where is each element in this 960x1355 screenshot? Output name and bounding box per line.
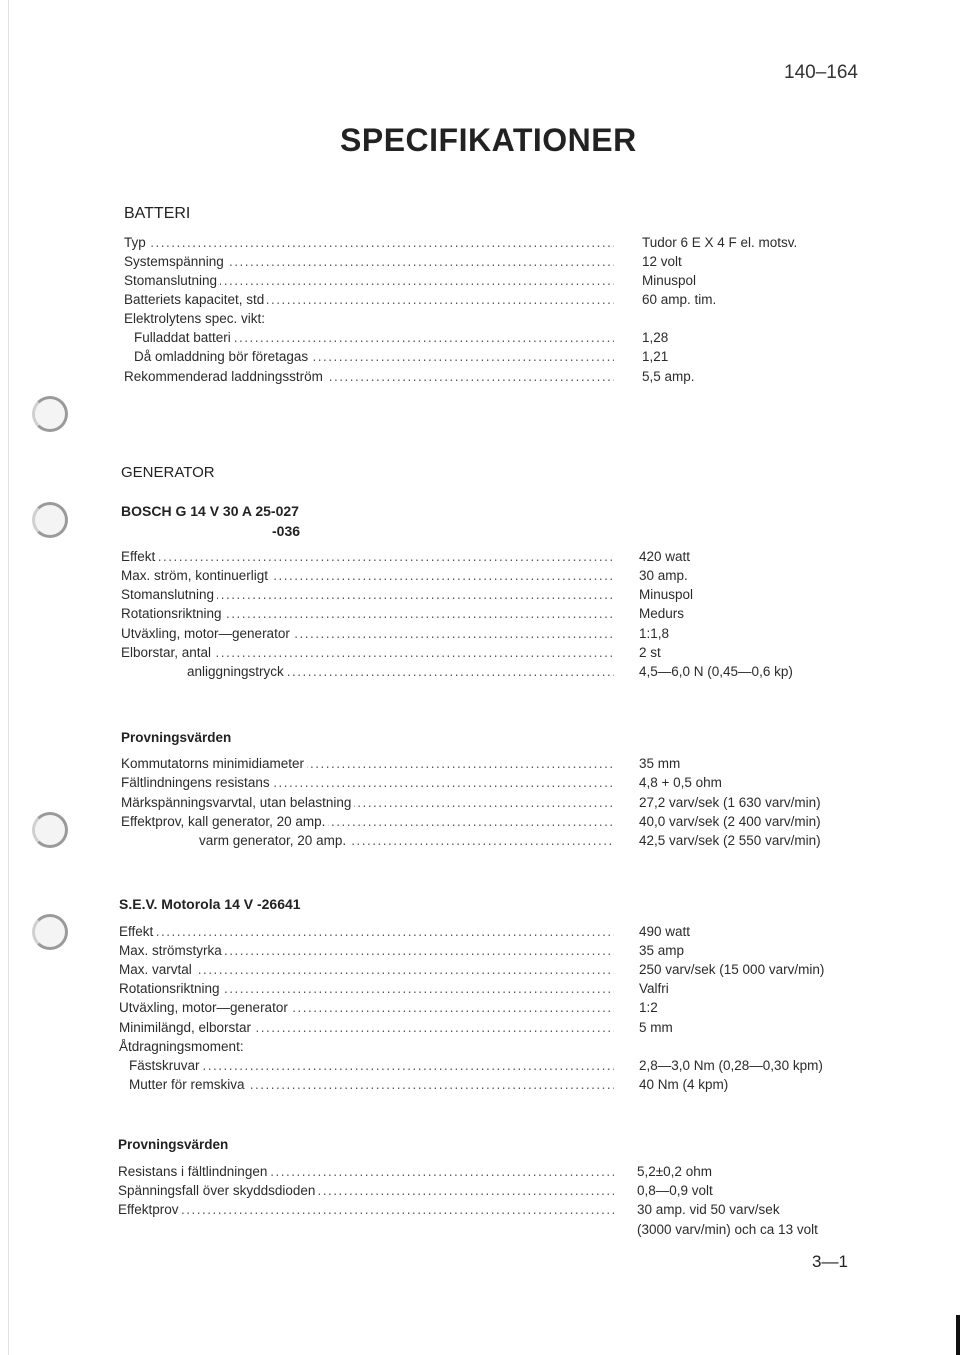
spec-value: Tudor 6 E X 4 F el. motsv. [642,235,798,250]
spec-row [0,328,960,347]
spec-value: Minuspol [642,273,697,288]
spec-label: Rekommenderad laddningsström [124,367,326,386]
spec-value: 4,8 + 0,5 ohm [639,775,722,790]
spec-row [0,252,960,271]
spec-label: Resistans i fältlindningen [118,1162,270,1181]
spec-value: 35 amp [639,943,685,958]
footer-page-number: 3—1 [812,1252,848,1271]
spec-value: 1,28 [642,330,669,345]
spec-row [0,347,960,366]
spec-row [0,773,960,792]
spec-value: 12 volt [642,254,682,269]
spec-value: Valfri [639,981,669,996]
spec-label: Effektprov [118,1200,182,1219]
leader-dots [121,547,614,566]
spec-value: Minuspol [639,587,694,602]
spec-value: 490 watt [639,924,691,939]
spec-label: Minimilängd, elborstar [119,1018,254,1037]
spec-row [0,793,960,812]
spec-value: 30 amp. [639,568,688,583]
spec-label: Då omladdning bör företagas [134,347,311,366]
spec-label: Batteriets kapacitet, std [124,290,267,309]
spec-label: Utväxling, motor—generator [119,998,291,1017]
spec-value: 30 amp. vid 50 varv/sek [637,1202,780,1217]
spec-row [0,998,960,1017]
spec-label: Åtdragningsmoment: [119,1037,247,1056]
spec-value: 27,2 varv/sek (1 630 varv/min) [639,795,821,810]
generator-model: BOSCH G 14 V 30 A 25-027 [121,503,299,519]
spec-row [0,1075,960,1094]
spec-label: Systemspänning [124,252,227,271]
spec-value: 1:2 [639,1000,658,1015]
spec-row [0,604,960,623]
spec-row [0,662,960,681]
spec-label: Fulladdat batteri [134,328,234,347]
provning-heading-sev: Provningsvärden [118,1137,229,1152]
spec-row [0,1181,960,1200]
spec-row [0,941,960,960]
section-heading-batteri: BATTERI [124,205,191,222]
spec-value: 420 watt [639,549,691,564]
spec-row [0,290,960,309]
spec-row [0,1018,960,1037]
spec-label: Rotationsriktning [121,604,225,623]
spec-label: Stomanslutning [121,585,217,604]
spec-label: Elborstar, antal [121,643,214,662]
spec-row [0,367,960,386]
spec-label: Märkspänningsvarvtal, utan belastning [121,793,354,812]
spec-label: Max. ström, kontinuerligt [121,566,271,585]
leader-dots [124,233,614,252]
leader-dots [118,1200,614,1219]
spec-label: Fältlindningens resistans [121,773,273,792]
section-heading-generator: GENERATOR [121,464,215,481]
spec-value: 5,2±0,2 ohm [637,1164,712,1179]
spec-value: 250 varv/sek (15 000 varv/min) [639,962,825,977]
spec-value: 2,8—3,0 Nm (0,28—0,30 kpm) [639,1058,823,1073]
spec-label: Kommutatorns minimidiameter [121,754,307,773]
leader-dots [119,922,614,941]
spec-label: Rotationsriktning [119,979,223,998]
spec-value: 5,5 amp. [642,369,695,384]
spec-row-continuation [0,1220,960,1239]
spec-row [0,1056,960,1075]
spec-row [0,754,960,773]
spec-value: 2 st [639,645,661,660]
spec-value: 60 amp. tim. [642,292,717,307]
spec-value: 4,5—6,0 N (0,45—0,6 kp) [639,664,793,679]
spec-row [0,624,960,643]
spec-row [0,309,960,328]
punch-hole [32,502,68,538]
spec-row [0,831,960,850]
spec-row [0,922,960,941]
spec-value: Medurs [639,606,685,621]
spec-row [0,1200,960,1219]
spec-row [0,1162,960,1181]
spec-row [0,643,960,662]
spec-row [0,233,960,252]
spec-row [0,1037,960,1056]
spec-row [0,960,960,979]
spec-row [0,812,960,831]
spec-label: Effekt [119,922,156,941]
spec-label: Effekt [121,547,158,566]
spec-label: Utväxling, motor—generator [121,624,293,643]
page-number: 140–164 [784,62,858,83]
spec-value: 40 Nm (4 kpm) [639,1077,729,1092]
spec-row [0,566,960,585]
spec-label: Max. strömstyrka [119,941,225,960]
spec-value: 1:1,8 [639,626,670,641]
spec-value: 1,21 [642,349,669,364]
spec-label: Spänningsfall över skyddsdioden [118,1181,318,1200]
spec-value: 0,8—0,9 volt [637,1183,713,1198]
sev-model: S.E.V. Motorola 14 V -26641 [119,896,301,912]
corner-mark [956,1315,960,1355]
spec-label: Mutter för remskiva [129,1075,248,1094]
spec-value: (3000 varv/min) och ca 13 volt [637,1222,818,1237]
spec-label: Elektrolytens spec. vikt: [124,309,268,328]
spec-label: Effektprov, kall generator, 20 amp. [121,812,328,831]
spec-value: 40,0 varv/sek (2 400 varv/min) [639,814,821,829]
spec-label: Typ [124,233,149,252]
page-title: SPECIFIKATIONER [340,122,637,158]
provning-heading-generator: Provningsvärden [121,730,232,745]
punch-hole [32,396,68,432]
spec-row [0,271,960,290]
spec-label: anliggningstryck [187,662,287,681]
spec-value: 42,5 varv/sek (2 550 varv/min) [639,833,821,848]
spec-row [0,547,960,566]
spec-label: Fästskruvar [129,1056,203,1075]
spec-value: 5 mm [639,1020,673,1035]
generator-model-variant: -036 [272,523,301,539]
spec-label: varm generator, 20 amp. [199,831,349,850]
spec-row [0,585,960,604]
spec-value: 35 mm [639,756,681,771]
spec-label: Stomanslutning [124,271,220,290]
spec-label: Max. varvtal [119,960,195,979]
spec-row [0,979,960,998]
